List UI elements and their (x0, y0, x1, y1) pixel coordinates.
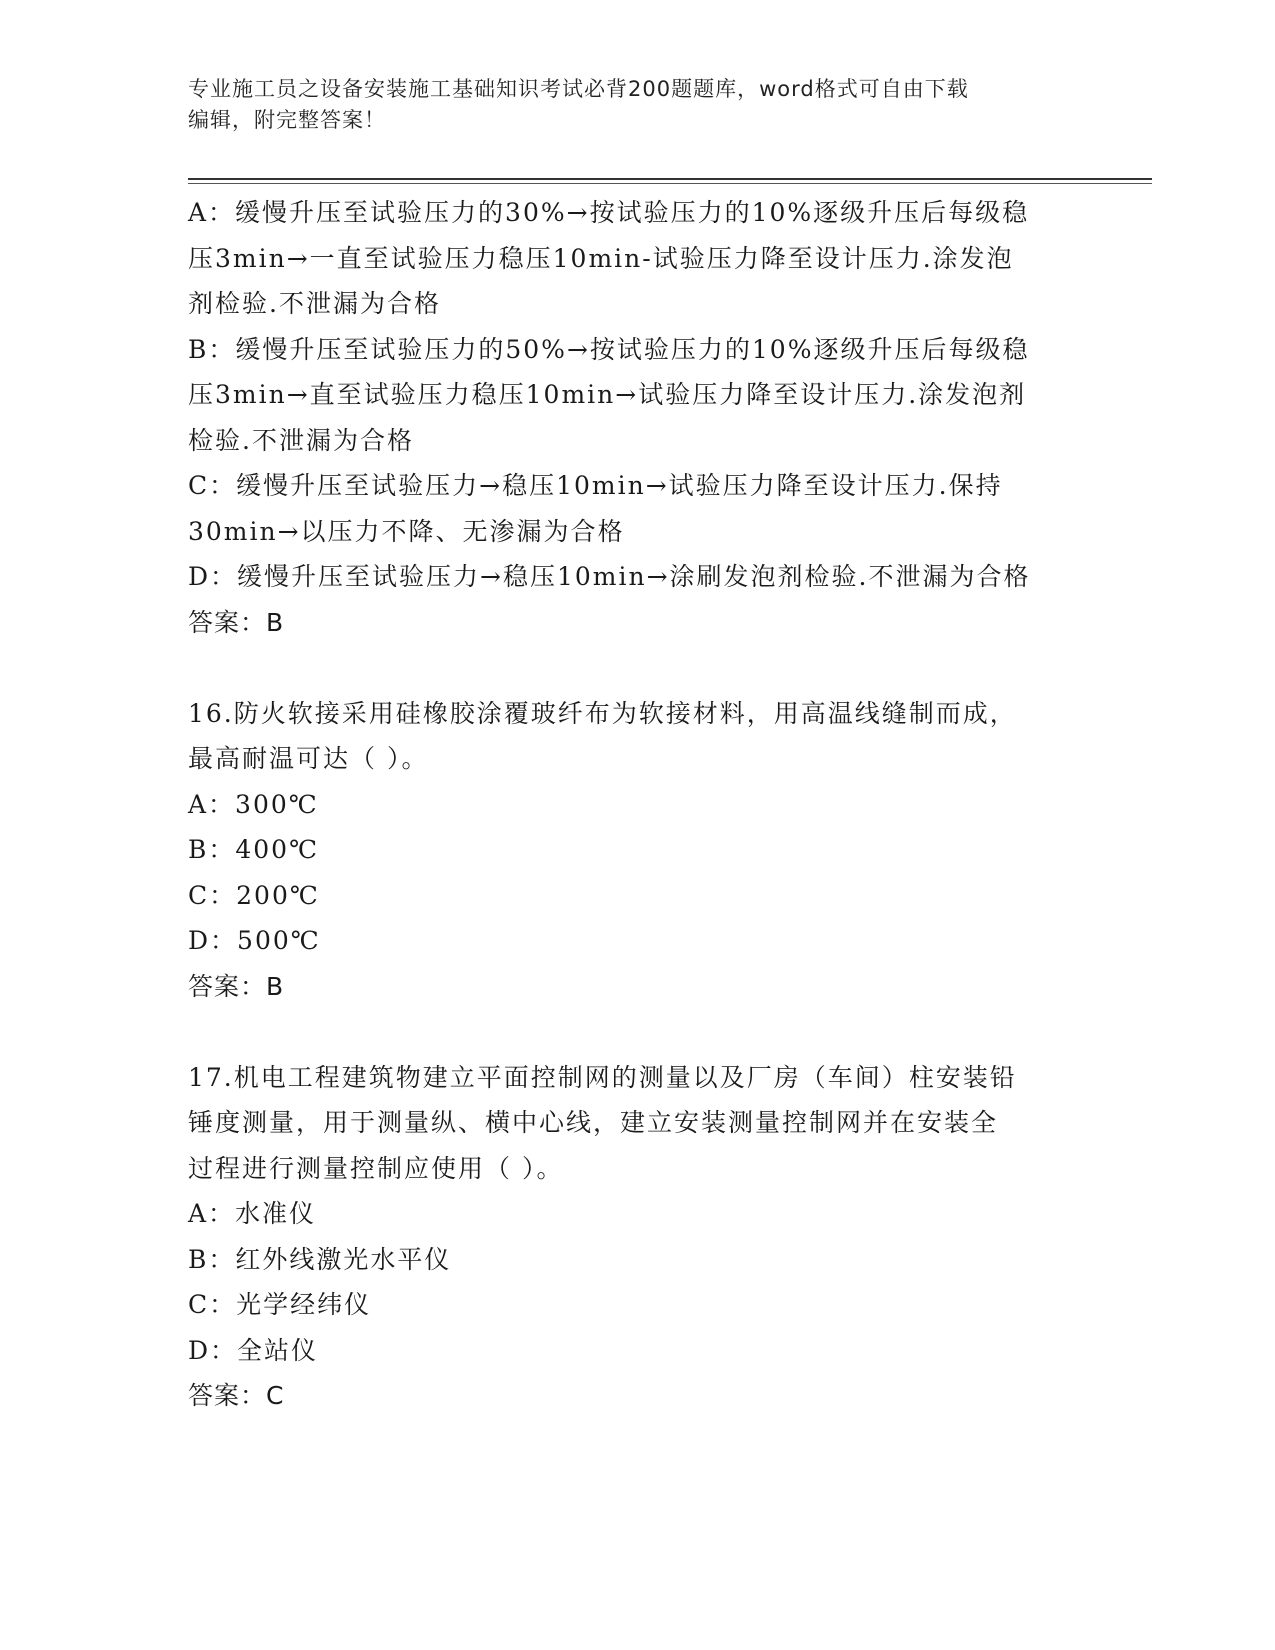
header-divider-thin (188, 183, 1152, 184)
q16-option-d: D：500℃ (188, 926, 321, 955)
q16-answer: 答案：B (188, 971, 285, 1001)
q17-stem-line-1: 17.机电工程建筑物建立平面控制网的测量以及厂房（车间）柱安装铅 (188, 1062, 1017, 1092)
q17-stem-line-2: 锤度测量，用于测量纵、横中心线，建立安装测量控制网并在安装全 (188, 1108, 999, 1137)
q15-option-c-line-2: 30min→以压力不降、无渗漏为合格 (188, 516, 625, 546)
q17-option-c: C：光学经纬仪 (188, 1290, 372, 1319)
header-line-1: 专业施工员之设备安装施工基础知识考试必背200题题库，word格式可自由下载 (188, 77, 969, 101)
q15-option-a-line-3: 剂检验.不泄漏为合格 (188, 289, 441, 318)
q16-stem-line-1: 16.防火软接采用硅橡胶涂覆玻纤布为软接材料，用高温线缝制而成， (188, 698, 1017, 728)
question-17-block (188, 1055, 1088, 1419)
header-line-2: 编辑，附完整答案！ (188, 108, 386, 132)
q15-option-a-line-1: A：缓慢升压至试验压力的30%→按试验压力的10%逐级升压后每级稳 (188, 198, 1030, 227)
q15-option-c-line-1: C：缓慢升压至试验压力→稳压10min→试验压力降至设计压力.保持 (188, 471, 1003, 500)
q17-option-d: D：全站仪 (188, 1335, 319, 1365)
q17-option-b: B：红外线激光水平仪 (188, 1244, 452, 1274)
q16-option-a: A：300℃ (188, 789, 319, 819)
q16-option-b: B：400℃ (188, 835, 320, 864)
document-header (188, 74, 1068, 136)
q15-option-b-line-1: B：缓慢升压至试验压力的50%→按试验压力的10%逐级升压后每级稳 (188, 334, 1030, 364)
q17-stem-line-3: 过程进行测量控制应使用（ ）。 (188, 1153, 564, 1183)
q15-option-a-line-2: 压3min→一直至试验压力稳压10min-试验压力降至设计压力.涂发泡 (188, 243, 1014, 273)
q17-option-a: A：水准仪 (188, 1199, 317, 1228)
q16-stem-line-2: 最高耐温可达（ ）。 (188, 744, 429, 773)
q15-answer: 答案：B (188, 607, 285, 637)
q15-option-d-line-1: D：缓慢升压至试验压力→稳压10min→涂刷发泡剂检验.不泄漏为合格 (188, 562, 1031, 591)
q15-option-b-line-2: 压3min→直至试验压力稳压10min→试验压力降至设计压力.涂发泡剂 (188, 380, 1027, 409)
header-divider-thick (188, 178, 1152, 180)
q16-option-c: C：200℃ (188, 880, 320, 910)
question-16-block (188, 691, 1088, 1010)
document-body (188, 190, 1088, 1419)
q15-option-b-line-3: 检验.不泄漏为合格 (188, 425, 414, 455)
question-15-block (188, 190, 1088, 645)
q17-answer: 答案：C (188, 1381, 285, 1410)
spacer (188, 645, 1088, 691)
spacer (188, 1009, 1088, 1055)
